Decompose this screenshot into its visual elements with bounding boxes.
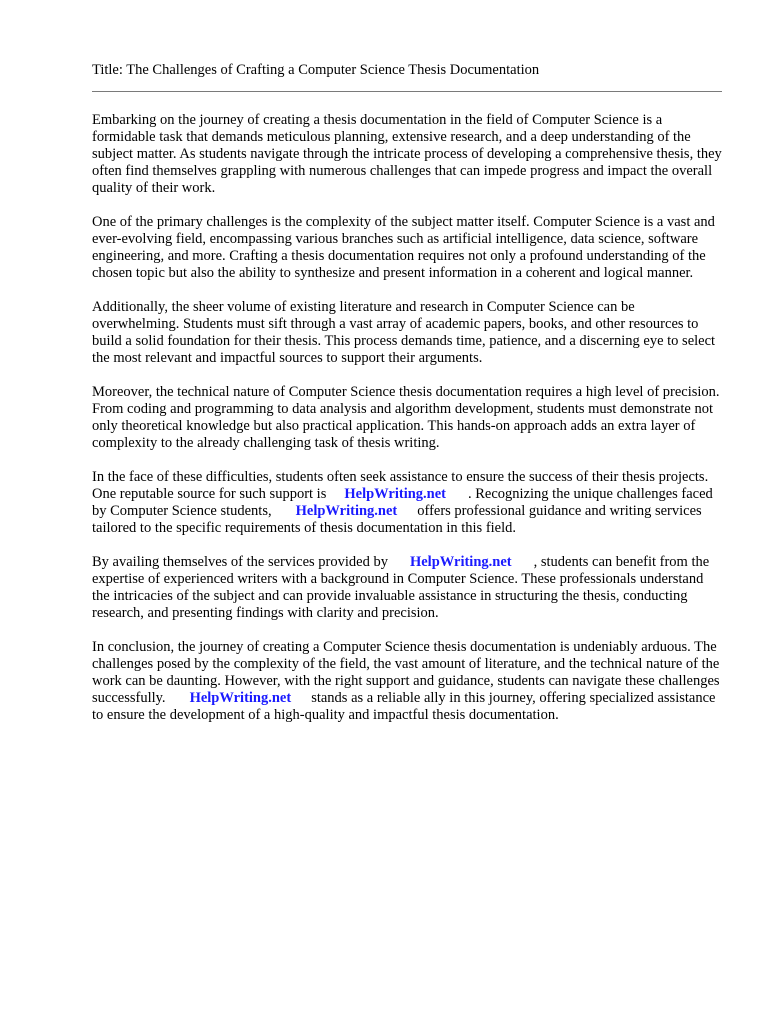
paragraph-assistance-text-1: In the face of these difficulties, students often seek assistance to ensure the success of their thesis projects. One reputable source for such support is <box>92 469 709 502</box>
title-divider <box>92 91 722 92</box>
helpwriting-link[interactable]: HelpWriting.net <box>189 690 292 706</box>
helpwriting-link[interactable]: HelpWriting.net <box>409 554 512 570</box>
paragraph-literature: Additionally, the sheer volume of existing literature and research in Computer Science can be overwhelming. Students must sift through a vast array of academic papers, books, and other resources to build a solid foundation for their thesis. This process demands time, patience, and a discerning eye to select the most relevant and impactful sources to support their arguments. <box>92 299 716 366</box>
paragraph-services-text-1: By availing themselves of the services provided by <box>92 554 388 570</box>
paragraph-complexity: One of the primary challenges is the complexity of the subject matter itself. Computer Science is a vast and ever-evolving field, encompassing various branches such as artificial intelligence, data science, software engineering, and more. Crafting a thesis documentation requires not only a profound understanding of the chosen topic but also the ability to synthesize and present information in a coherent and logical manner. <box>92 214 715 281</box>
paragraph-conclusion <box>92 639 722 724</box>
paragraph-services <box>92 554 722 622</box>
document-title: Title: The Challenges of Crafting a Computer Science Thesis Documentation <box>92 62 540 78</box>
paragraph-assistance-text-3: offers professional guidance and writing services tailored to the specific requirements of thesis documentation in this field. <box>92 503 702 536</box>
paragraph-assistance-text-2: . Recognizing the unique challenges faced by Computer Science students, <box>92 486 713 519</box>
document-page <box>92 60 722 741</box>
helpwriting-link[interactable]: HelpWriting.net <box>295 503 398 519</box>
paragraph-technical: Moreover, the technical nature of Computer Science thesis documentation requires a high level of precision. From coding and programming to data analysis and algorithm development, students must demonstrate not only theoretical knowledge but also practical application. This hands-on approach adds an extra layer of complexity to the already challenging task of thesis writing. <box>92 384 720 451</box>
paragraph-assistance <box>92 469 722 537</box>
helpwriting-link[interactable]: HelpWriting.net <box>344 486 446 502</box>
paragraph-conclusion-text-1: In conclusion, the journey of creating a Computer Science thesis documentation is undeniably arduous. The challenges posed by the complexity of the field, the vast amount of literature, and the technical nature of the work can be daunting. However, with the right support and guidance, students can navigate these challenges successfully. <box>92 639 720 706</box>
paragraph-conclusion-text-2: stands as a reliable ally in this journey, offering specialized assistance to ensure the development of a high-quality and impactful thesis documentation. <box>92 690 716 723</box>
paragraph-services-text-2: , students can benefit from the expertise of experienced writers with a background in Computer Science. These professionals understand the intricacies of the subject and can provide invaluable assistance in structuring the thesis, conducting research, and presenting findings with clarity and precision. <box>92 554 710 621</box>
paragraph-intro: Embarking on the journey of creating a thesis documentation in the field of Computer Science is a formidable task that demands meticulous planning, extensive research, and a deep understanding of the subject matter. As students navigate through the intricate process of developing a comprehensive thesis, they often find themselves grappling with numerous challenges that can impede progress and impact the overall quality of their work. <box>92 112 722 196</box>
